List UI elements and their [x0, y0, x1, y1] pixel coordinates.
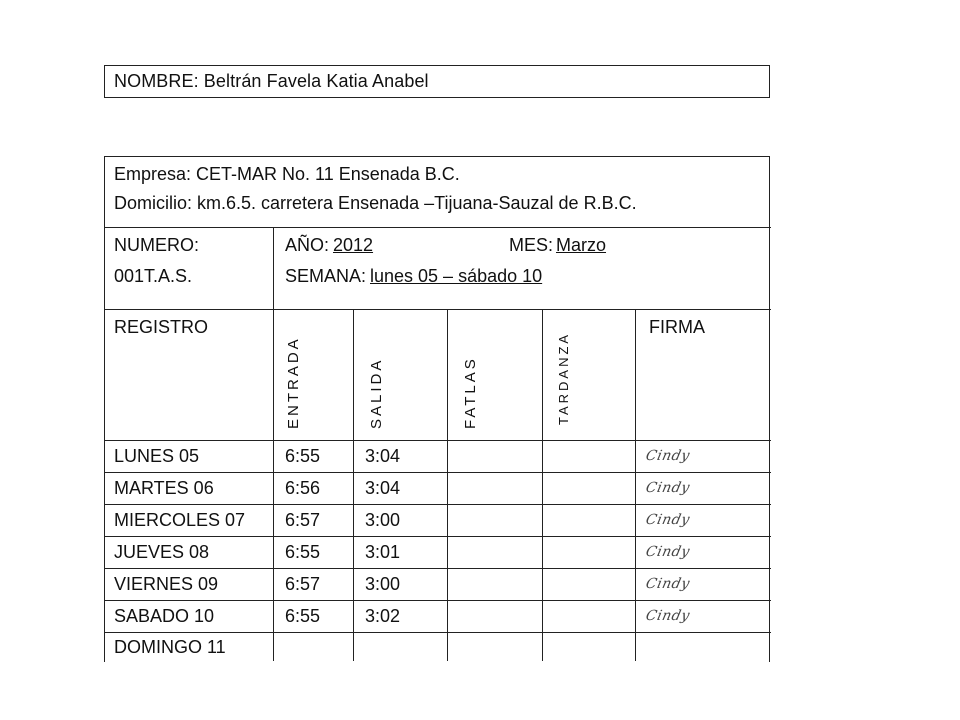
signature: Cindy: [644, 448, 692, 464]
header-registro: REGISTRO: [114, 317, 209, 337]
day-label: VIERNES 09: [114, 574, 219, 594]
entrada-time: 6:55: [285, 446, 321, 466]
day-label: MIERCOLES 07: [114, 510, 246, 530]
entrada-time: 6:57: [285, 574, 321, 594]
entrada-time: 6:55: [285, 542, 321, 562]
divider: [105, 440, 771, 441]
day-label: DOMINGO 11: [114, 637, 226, 657]
header-entrada: ENTRADA: [285, 336, 302, 429]
divider: [542, 309, 543, 661]
divider: [105, 227, 771, 228]
anio-value: 2012: [333, 235, 374, 255]
day-label: MARTES 06: [114, 478, 214, 498]
salida-time: 3:04: [365, 478, 401, 498]
day-label: JUEVES 08: [114, 542, 210, 562]
salida-time: 3:01: [365, 542, 401, 562]
entrada-time: 6:56: [285, 478, 321, 498]
divider: [273, 227, 274, 661]
day-label: LUNES 05: [114, 446, 200, 466]
divider: [105, 536, 771, 537]
semana-value: lunes 05 – sábado 10: [370, 266, 543, 286]
semana-label: SEMANA:: [285, 266, 367, 286]
anio-label: AÑO:: [285, 235, 330, 255]
divider: [635, 309, 636, 661]
header-firma: FIRMA: [649, 317, 705, 337]
salida-time: 3:00: [365, 574, 401, 594]
divider: [105, 309, 771, 310]
name-box: [104, 65, 770, 98]
divider: [353, 309, 354, 661]
divider: [105, 504, 771, 505]
divider: [447, 309, 448, 661]
attendance-sheet: [104, 156, 770, 662]
salida-time: 3:04: [365, 446, 401, 466]
company-name: Empresa: CET-MAR No. 11 Ensenada B.C.: [114, 164, 460, 184]
mes-value: Marzo: [556, 235, 607, 255]
salida-time: 3:00: [365, 510, 401, 530]
divider: [105, 632, 771, 633]
entrada-time: 6:57: [285, 510, 321, 530]
mes-label: MES:: [509, 235, 554, 255]
salida-time: 3:02: [365, 606, 401, 626]
numero-value: 001T.A.S.: [114, 266, 193, 286]
signature: Cindy: [644, 544, 692, 560]
header-faltas: FATLAS: [462, 356, 479, 429]
company-address: Domicilio: km.6.5. carretera Ensenada –Tijuana-Sauzal de R.B.C.: [114, 193, 637, 213]
signature: Cindy: [644, 576, 692, 592]
signature: Cindy: [644, 480, 692, 496]
divider: [105, 472, 771, 473]
header-salida: SALIDA: [368, 357, 385, 429]
signature: Cindy: [644, 512, 692, 528]
divider: [105, 568, 771, 569]
header-tardanza: TARDANZA: [556, 331, 571, 425]
divider: [105, 600, 771, 601]
signature: Cindy: [644, 608, 692, 624]
numero-label: NUMERO:: [114, 235, 199, 255]
entrada-time: 6:55: [285, 606, 321, 626]
day-label: SABADO 10: [114, 606, 215, 626]
name-line: NOMBRE: Beltrán Favela Katia Anabel: [114, 71, 429, 91]
